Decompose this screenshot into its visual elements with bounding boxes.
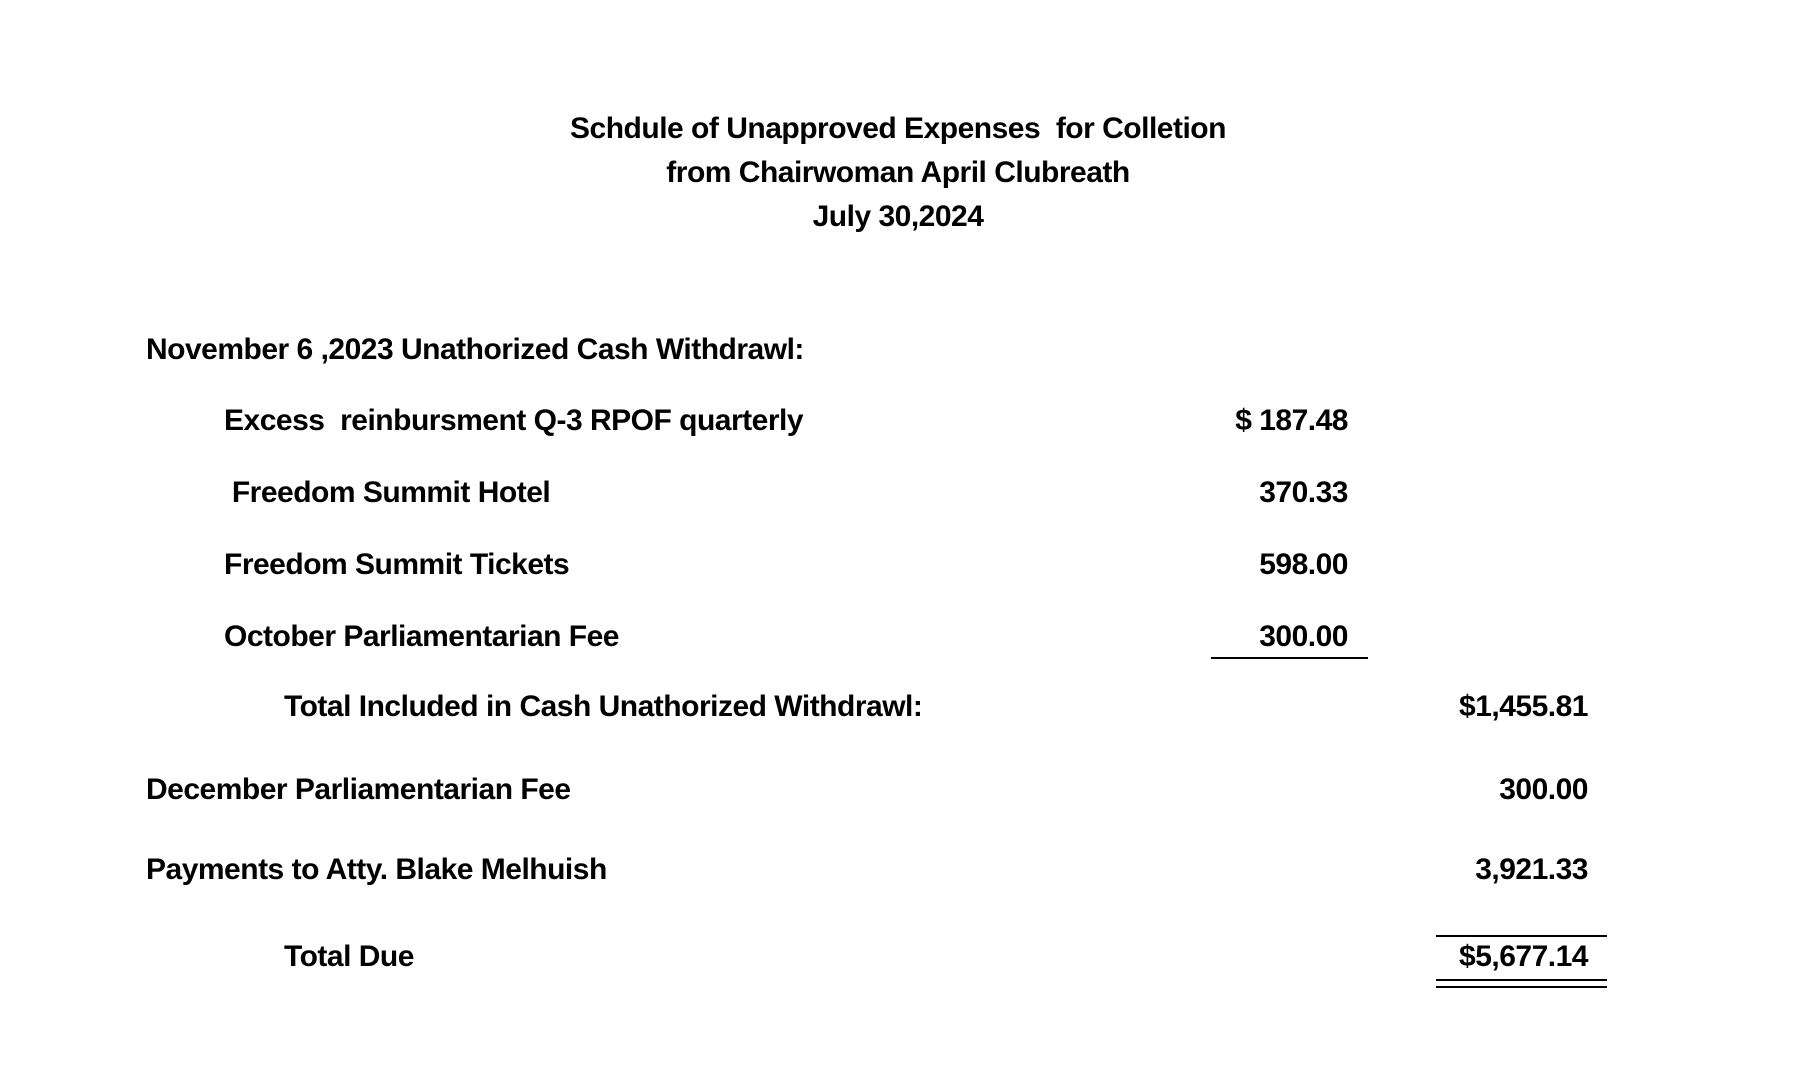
grand-total-label: Total Due <box>284 940 414 973</box>
line-item-label: Excess reinbursment Q-3 RPOF quarterly <box>224 404 804 437</box>
subtotal-rule <box>1211 657 1368 659</box>
other-item-label: Payments to Atty. Blake Melhuish <box>146 853 607 886</box>
document-title-line-2: from Chairwoman April Clubreath <box>666 156 1130 189</box>
other-item-amount: 300.00 <box>1499 773 1588 806</box>
line-item-amount: $ 187.48 <box>1235 404 1348 437</box>
line-item-amount: 300.00 <box>1259 620 1348 653</box>
grand-total-double-rule <box>1436 979 1607 988</box>
line-item-label: Freedom Summit Tickets <box>224 548 570 581</box>
document-date: July 30,2024 <box>812 200 984 233</box>
line-item-label: Freedom Summit Hotel <box>224 476 551 509</box>
line-item-amount: 598.00 <box>1259 548 1348 581</box>
document-title-line-1: Schdule of Unapproved Expenses for Colletion <box>570 112 1226 145</box>
other-item-amount: 3,921.33 <box>1475 853 1588 886</box>
line-item-label: October Parliamentarian Fee <box>224 620 619 653</box>
grand-total-amount: $5,677.14 <box>1459 940 1588 973</box>
line-item-amount: 370.33 <box>1259 476 1348 509</box>
withdrawal-total-amount: $1,455.81 <box>1459 690 1588 723</box>
withdrawal-heading: November 6 ,2023 Unathorized Cash Withdrawl: <box>146 333 804 366</box>
other-item-label: December Parliamentarian Fee <box>146 773 571 806</box>
grand-total-top-rule <box>1436 935 1607 937</box>
withdrawal-total-label: Total Included in Cash Unathorized Withdrawl: <box>284 690 923 723</box>
